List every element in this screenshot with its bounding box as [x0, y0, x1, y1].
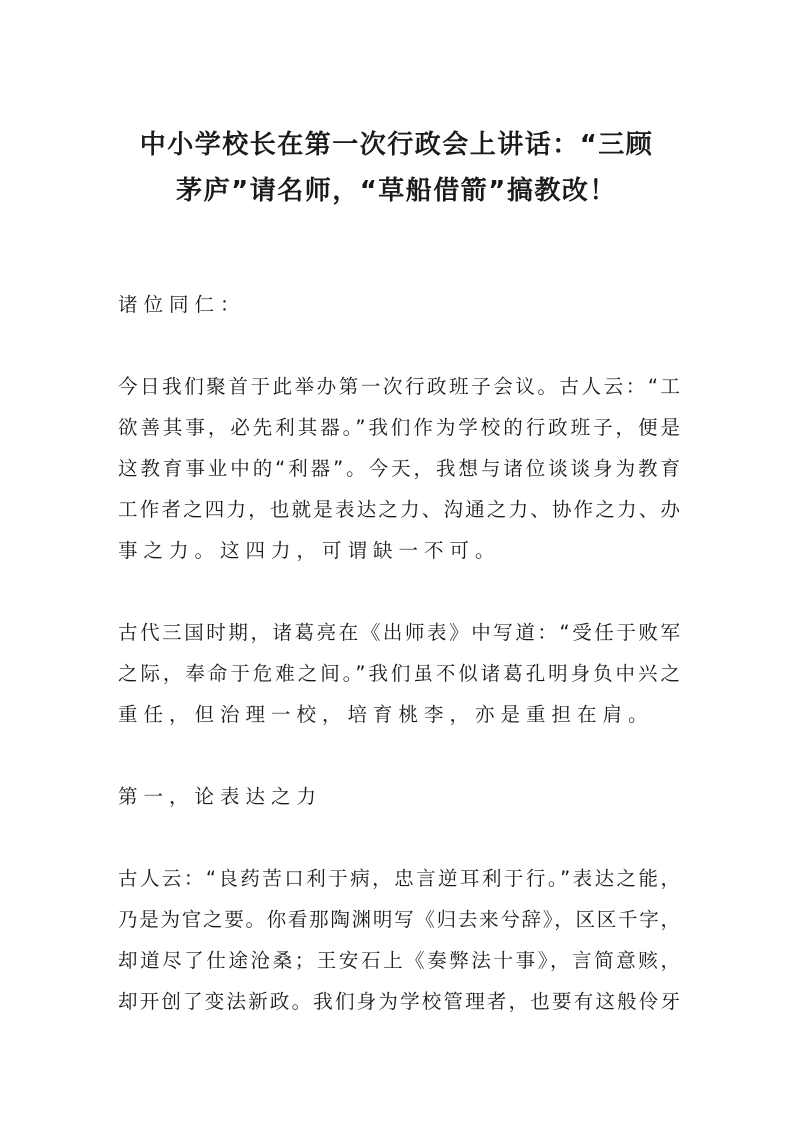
paragraph-intro: [118, 366, 680, 571]
text-line: 重任，但治理一校，培育桃李，亦是重担在肩。: [118, 703, 654, 726]
text-line: 事之力。这四力，可谓缺一不可。: [118, 539, 501, 562]
document-title: [100, 122, 693, 214]
greeting-text: 诸位同仁：: [118, 293, 246, 316]
paragraph-expression: [118, 858, 680, 1022]
title-line: 茅庐”请名师，“草船借箭”搞教改！: [176, 176, 617, 206]
text-line: 之际，奉命于危难之间。”我们虽不似诸葛孔明身负中兴之: [118, 662, 680, 685]
title-line: 中小学校长在第一次行政会上讲话：“三顾: [139, 130, 654, 160]
heading-text: 第一，论表达之力: [118, 785, 323, 808]
document-body: [118, 284, 680, 1063]
text-line: 古代三国时期，诸葛亮在《出师表》中写道：“受任于败军: [118, 621, 680, 644]
text-line: 却开创了变法新政。我们身为学校管理者，也要有这般伶牙: [118, 990, 680, 1013]
text-line: 乃是为官之要。你看那陶渊明写《归去来兮辞》，区区千字，: [118, 908, 680, 931]
text-line: 工作者之四力，也就是表达之力、沟通之力、协作之力、办: [118, 498, 680, 521]
section-heading: [118, 776, 680, 817]
text-line: 却道尽了仕途沧桑；王安石上《奏弊法十事》，言简意赅，: [118, 949, 680, 972]
greeting: [118, 284, 680, 325]
text-line: 这教育事业中的“利器”。今天，我想与诸位谈谈身为教育: [118, 457, 680, 480]
text-line: 古人云：“良药苦口利于病，忠言逆耳利于行。”表达之能，: [118, 867, 680, 890]
text-line: 欲善其事，必先利其器。”我们作为学校的行政班子，便是: [118, 416, 680, 439]
text-line: 今日我们聚首于此举办第一次行政班子会议。古人云：“工: [118, 375, 680, 398]
paragraph-history: [118, 612, 680, 735]
